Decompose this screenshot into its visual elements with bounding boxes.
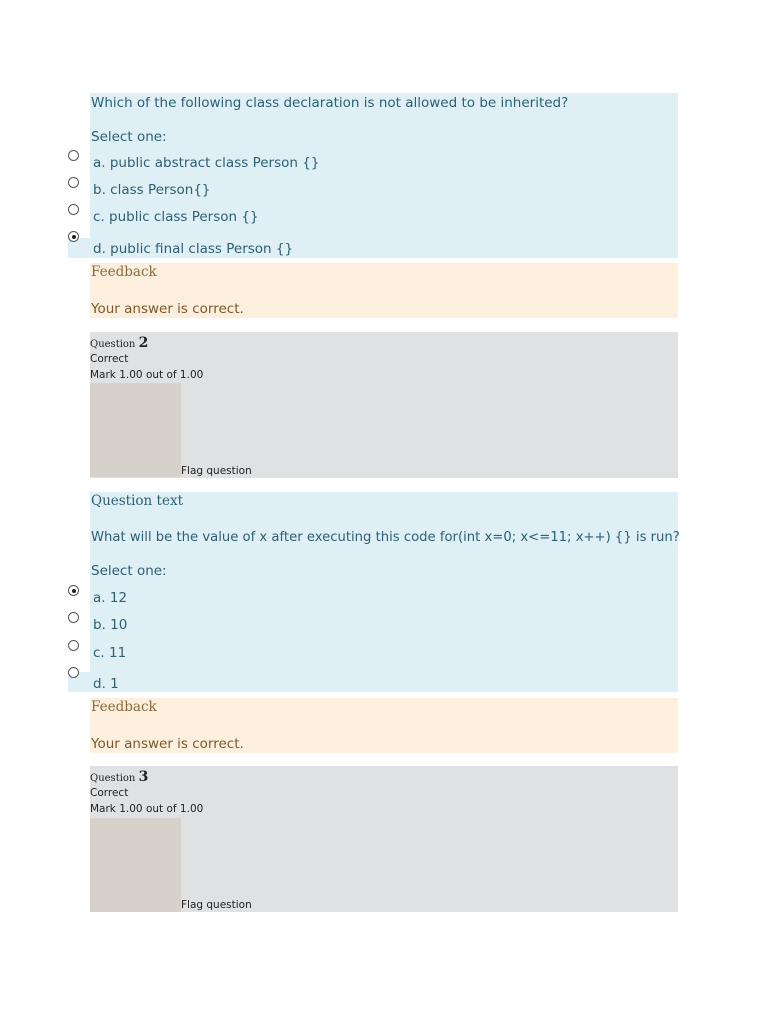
question-3-status: Correct (90, 787, 129, 799)
question-1-feedback-title: Feedback (91, 264, 157, 280)
question-1-text: Which of the following class declaration is not allowed to be inherited? (91, 95, 569, 111)
question-2-option-b[interactable]: b. 10 (93, 617, 128, 633)
question-2-section-title: Question text (91, 493, 183, 509)
question-2-flag-image[interactable] (90, 383, 181, 477)
question-2-radio-c[interactable] (68, 640, 79, 651)
question-1-option-c[interactable]: c. public class Person {} (93, 209, 259, 225)
question-2-feedback-title: Feedback (91, 699, 157, 715)
question-3-num: 3 (138, 769, 149, 785)
question-1-radio-c[interactable] (68, 204, 79, 215)
question-2-option-d[interactable]: d. 1 (93, 676, 119, 692)
question-1-panel (90, 93, 678, 258)
question-2-mark: Mark 1.00 out of 1.00 (90, 369, 204, 381)
question-2-radio-a[interactable] (68, 585, 79, 596)
question-2-text: What will be the value of x after executing this code for(int x=0; x<=11; x++) {} is run? (91, 530, 680, 545)
question-2-feedback-text: Your answer is correct. (91, 736, 244, 752)
question-2-radio-d[interactable] (68, 667, 79, 678)
question-3-mark: Mark 1.00 out of 1.00 (90, 803, 204, 815)
question-2-word: Question (90, 339, 136, 350)
question-2-option-c[interactable]: c. 11 (93, 645, 127, 661)
question-2-radio-b[interactable] (68, 612, 79, 623)
question-1-radio-b[interactable] (68, 177, 79, 188)
question-1-select-one: Select one: (91, 129, 167, 145)
question-1-radio-d[interactable] (68, 231, 79, 242)
question-3-flag-image[interactable] (90, 818, 181, 912)
question-1-radio-a[interactable] (68, 150, 79, 161)
question-2-status: Correct (90, 353, 129, 365)
question-1-option-b[interactable]: b. class Person{} (93, 182, 211, 198)
question-2-select-one: Select one: (91, 563, 167, 579)
question-1-feedback-text: Your answer is correct. (91, 301, 244, 317)
question-3-flag-question[interactable]: Flag question (181, 899, 252, 911)
question-2-option-a[interactable]: a. 12 (93, 590, 128, 606)
question-3-number (90, 769, 148, 785)
question-2-panel (90, 492, 678, 692)
question-1-option-d[interactable]: d. public final class Person {} (93, 241, 294, 257)
question-2-num: 2 (138, 335, 149, 351)
question-3-word: Question (90, 773, 136, 784)
question-2-number (90, 335, 148, 351)
question-2-flag-question[interactable]: Flag question (181, 465, 252, 477)
question-1-option-a[interactable]: a. public abstract class Person {} (93, 155, 320, 171)
